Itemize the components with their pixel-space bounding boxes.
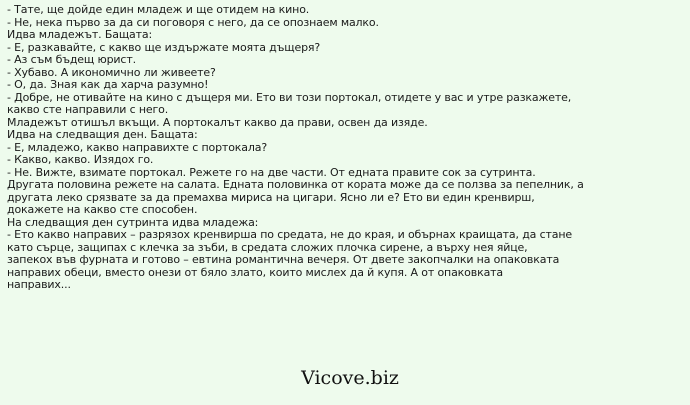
joke-line: - Не. Вижте, взимате портокал. Режете го на две части. От едната правите сок за сутринта. <box>7 165 536 179</box>
joke-line: направих... <box>7 278 71 291</box>
joke-line: докажете на какво сте способен. <box>7 203 198 216</box>
joke-line: - Какво, какво. Изядох го. <box>7 153 154 166</box>
joke-line: Идва на следващия ден. Бащата: <box>7 128 198 141</box>
joke-line: На следващия ден сутринта идва младежа: <box>7 215 259 229</box>
joke-line: - Е, младежо, какво направихте с портокала? <box>7 140 268 154</box>
joke-line: - О, да. Зная как да харча разумно! <box>7 78 209 91</box>
joke-line: - Аз съм бъдещ юрист. <box>7 53 136 66</box>
joke-line: - Ето какво направих – разрязох кренвирша по средата, не до края, и обърнах краищата, да стане <box>7 228 573 241</box>
site-watermark: Vicove.biz <box>301 367 399 389</box>
joke-line: - Хубаво. А икономично ли живеете? <box>7 65 216 79</box>
joke-line: - Е, разкавайте, с какво ще издържате моята дъщеря? <box>7 40 321 54</box>
joke-line: като сърце, защипах с клечка за зъби, в средата сложих плочка сирене, а върху нея яйце, <box>7 240 528 254</box>
joke-line: какво сте направили с него. <box>7 103 169 116</box>
joke-line: запекох във фурната и готово – евтина романтична вечеря. От двете закопчалки на опаковката <box>7 253 560 266</box>
joke-line: Другата половина режете на салата. Едната половинка от кората може да се ползва за пепелник, а <box>7 178 584 191</box>
joke-line: другата леко срязвате за да премахва мириса на цигари. Ясно ли е? Ето ви един кренвирш, <box>7 190 535 204</box>
joke-line: - Добре, не отивайте на кино с дъщеря ми. Ето ви този портокал, отидете у вас и утре разкажете, <box>7 90 572 104</box>
joke-line: Младежът отишъл вкъщи. А портокалът какво да прави, освен да изяде. <box>7 115 428 129</box>
joke-line: - Тате, ще дойде един младеж и ще отидем на кино. <box>7 3 310 16</box>
joke-line: направих обеци, вместо онези от бяло злато, които мислех да й купя. А от опаковката <box>7 265 504 279</box>
joke-line: Идва младежът. Бащата: <box>7 28 153 41</box>
joke-line: - Не, нека първо за да си поговоря с него, да се опознаем малко. <box>7 15 379 29</box>
joke-text <box>7 4 687 292</box>
